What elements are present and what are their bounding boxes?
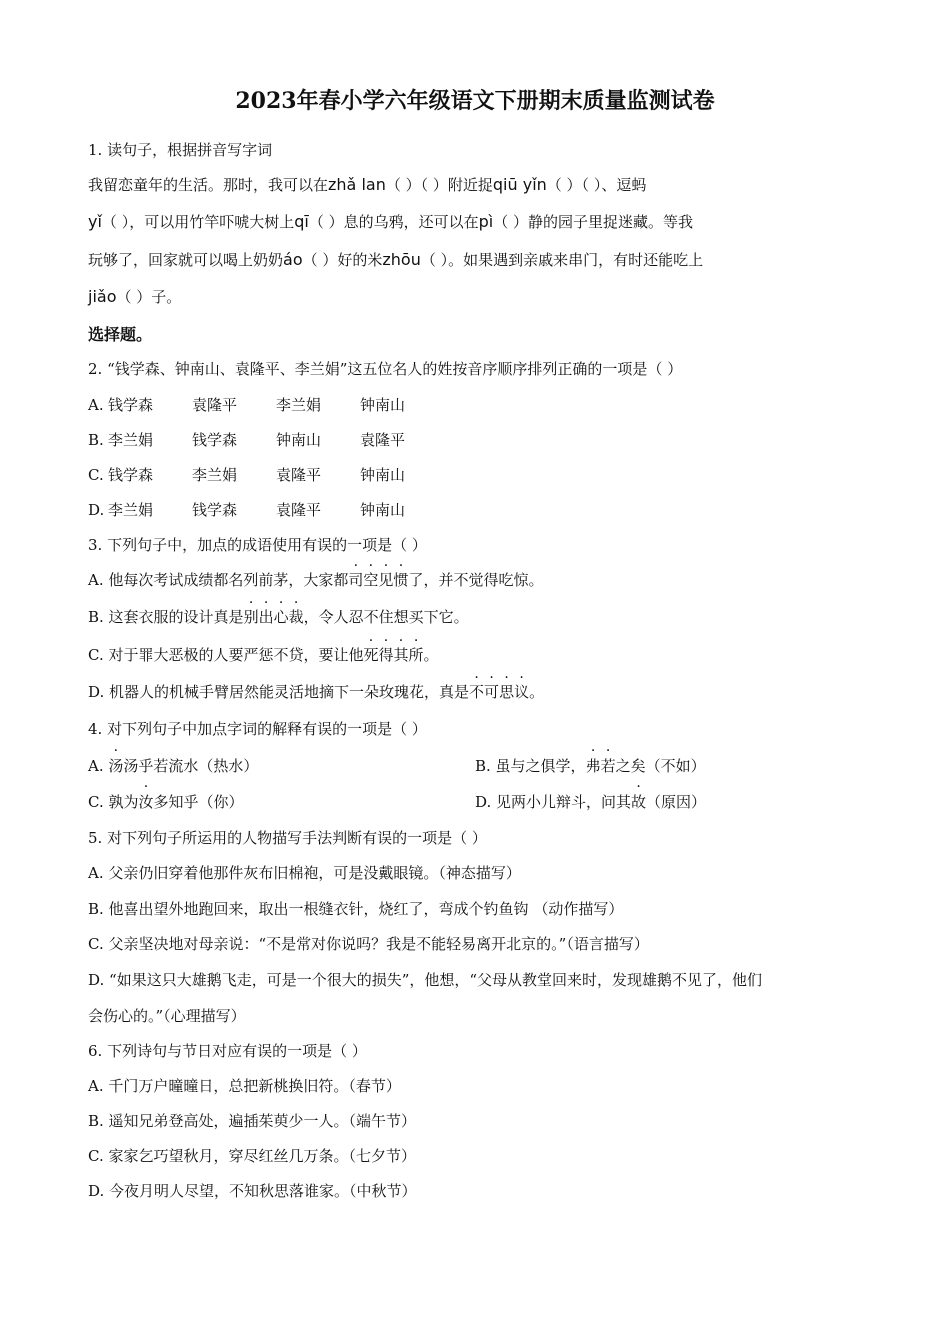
q2-option-a: A. 钱学森 袁隆平 李兰娟 钟南山 [88,396,406,414]
q2-option-d: D. 李兰娟 钱学森 袁隆平 钟南山 [88,501,406,519]
exam-title: 2023年春小学六年级语文下册期末质量监测试卷 [235,88,715,114]
pinyin-8: jiǎo [88,287,117,306]
q4-option-d: D. 见两小儿辩斗，问其故（原因） [475,793,707,811]
section-heading: 选择题。 [88,325,153,344]
q5-stem: 5. 对下列句子所运用的人物描写手法判断有误的一项是（ ） [88,829,487,847]
pinyin-2: qiū yǐn [492,175,547,194]
q4-stem: 4. 对下列句子中加点字词的解释有误的一项是（ ） [88,720,427,738]
q1-stem: 1. 读句子，根据拼音写字词 [88,141,273,159]
pinyin-7: zhōu [382,250,421,269]
q6-stem: 6. 下列诗句与节日对应有误的一项是（ ） [88,1042,367,1060]
q6-option-b: B. 遥知兄弟登高处，遍插茱萸少一人。（端午节） [88,1112,417,1130]
q2-stem: 2. “钱学森、钟南山、袁隆平、李兰娟”这五位名人的姓按音序顺序排列正确的一项是（ ） [88,360,683,378]
q3-option-b: B. 这套衣服的设计真是别出心裁，令人忍不住想买下它。 [88,608,469,626]
q1-line-1: 我留恋童年的生活。那时，我可以在zhǎ lan（ ）（ ）附近捉qiū yǐn（ ）（ ）、逗蚂 [88,175,647,194]
q6-option-c: C. 家家乞巧望秋月，穿尽红丝几万条。（七夕节） [88,1147,416,1165]
pinyin-5: pì [478,212,494,231]
q6-option-a: A. 千门万户曈曈日，总把新桃换旧符。（春节） [88,1077,401,1095]
q5-option-c: C. 父亲坚决地对母亲说：“不是常对你说吗？我是不能轻易离开北京的。”（语言描写） [88,935,649,953]
q3-stem: 3. 下列句子中，加点的成语使用有误的一项是（ ） [88,536,427,554]
q5-option-d-line-1: D. “如果这只大雄鹅飞走，可是一个很大的损失”，他想，“父母从教堂回来时，发现雄鹅不见了，他们 [88,971,763,989]
q1-line-3: 玩够了，回家就可以喝上奶奶áo（ ）好的米zhōu（ ）。如果遇到亲戚来串门，有时还能吃上 [88,250,704,269]
q6-option-d: D. 今夜月明人尽望，不知秋思落谁家。（中秋节） [88,1182,417,1200]
q5-option-a: A. 父亲仍旧穿着他那件灰布旧棉袍，可是没戴眼镜。（神态描写） [88,864,521,882]
q2-option-b: B. 李兰娟 钱学森 钟南山 袁隆平 [88,431,406,449]
q5-option-b: B. 他喜出望外地跑回来，取出一根缝衣针，烧红了，弯成个钓鱼钩 （动作描写） [88,900,624,918]
q2-option-c: C. 钱学森 李兰娟 袁隆平 钟南山 [88,466,406,484]
q3-option-c: C. 对于罪大恶极的人要严惩不贷，要让他死得其所。 [88,646,439,664]
q1-line-4: jiǎo（ ）子。 [88,287,182,306]
q4-option-c: C. 孰为汝多知乎（你） [88,793,244,811]
pinyin-4: qī [294,212,309,231]
q3-option-d: D. 机器人的机械手臂居然能灵活地摘下一朵玫瑰花，真是不可思议。 [88,683,545,701]
pinyin-3: yǐ [88,212,102,231]
pinyin-1: zhǎ lan [328,175,386,194]
q1-line-2: yǐ（ ），可以用竹竿吓唬大树上qī（ ）息的乌鸦，还可以在pì（ ）静的园子里捉迷藏。等我 [88,212,693,231]
q5-option-d-line-2: 会伤心的。”（心理描写） [88,1007,246,1025]
q4-option-b: B. 虽与之俱学，弗若之矣（不如） [475,757,706,775]
pinyin-6: áo [283,250,303,269]
q3-option-a: A. 他每次考试成绩都名列前茅，大家都司空见惯了，并不觉得吃惊。 [88,571,544,589]
q4-option-a: A. 汤汤乎若流水（热水） [88,757,259,775]
